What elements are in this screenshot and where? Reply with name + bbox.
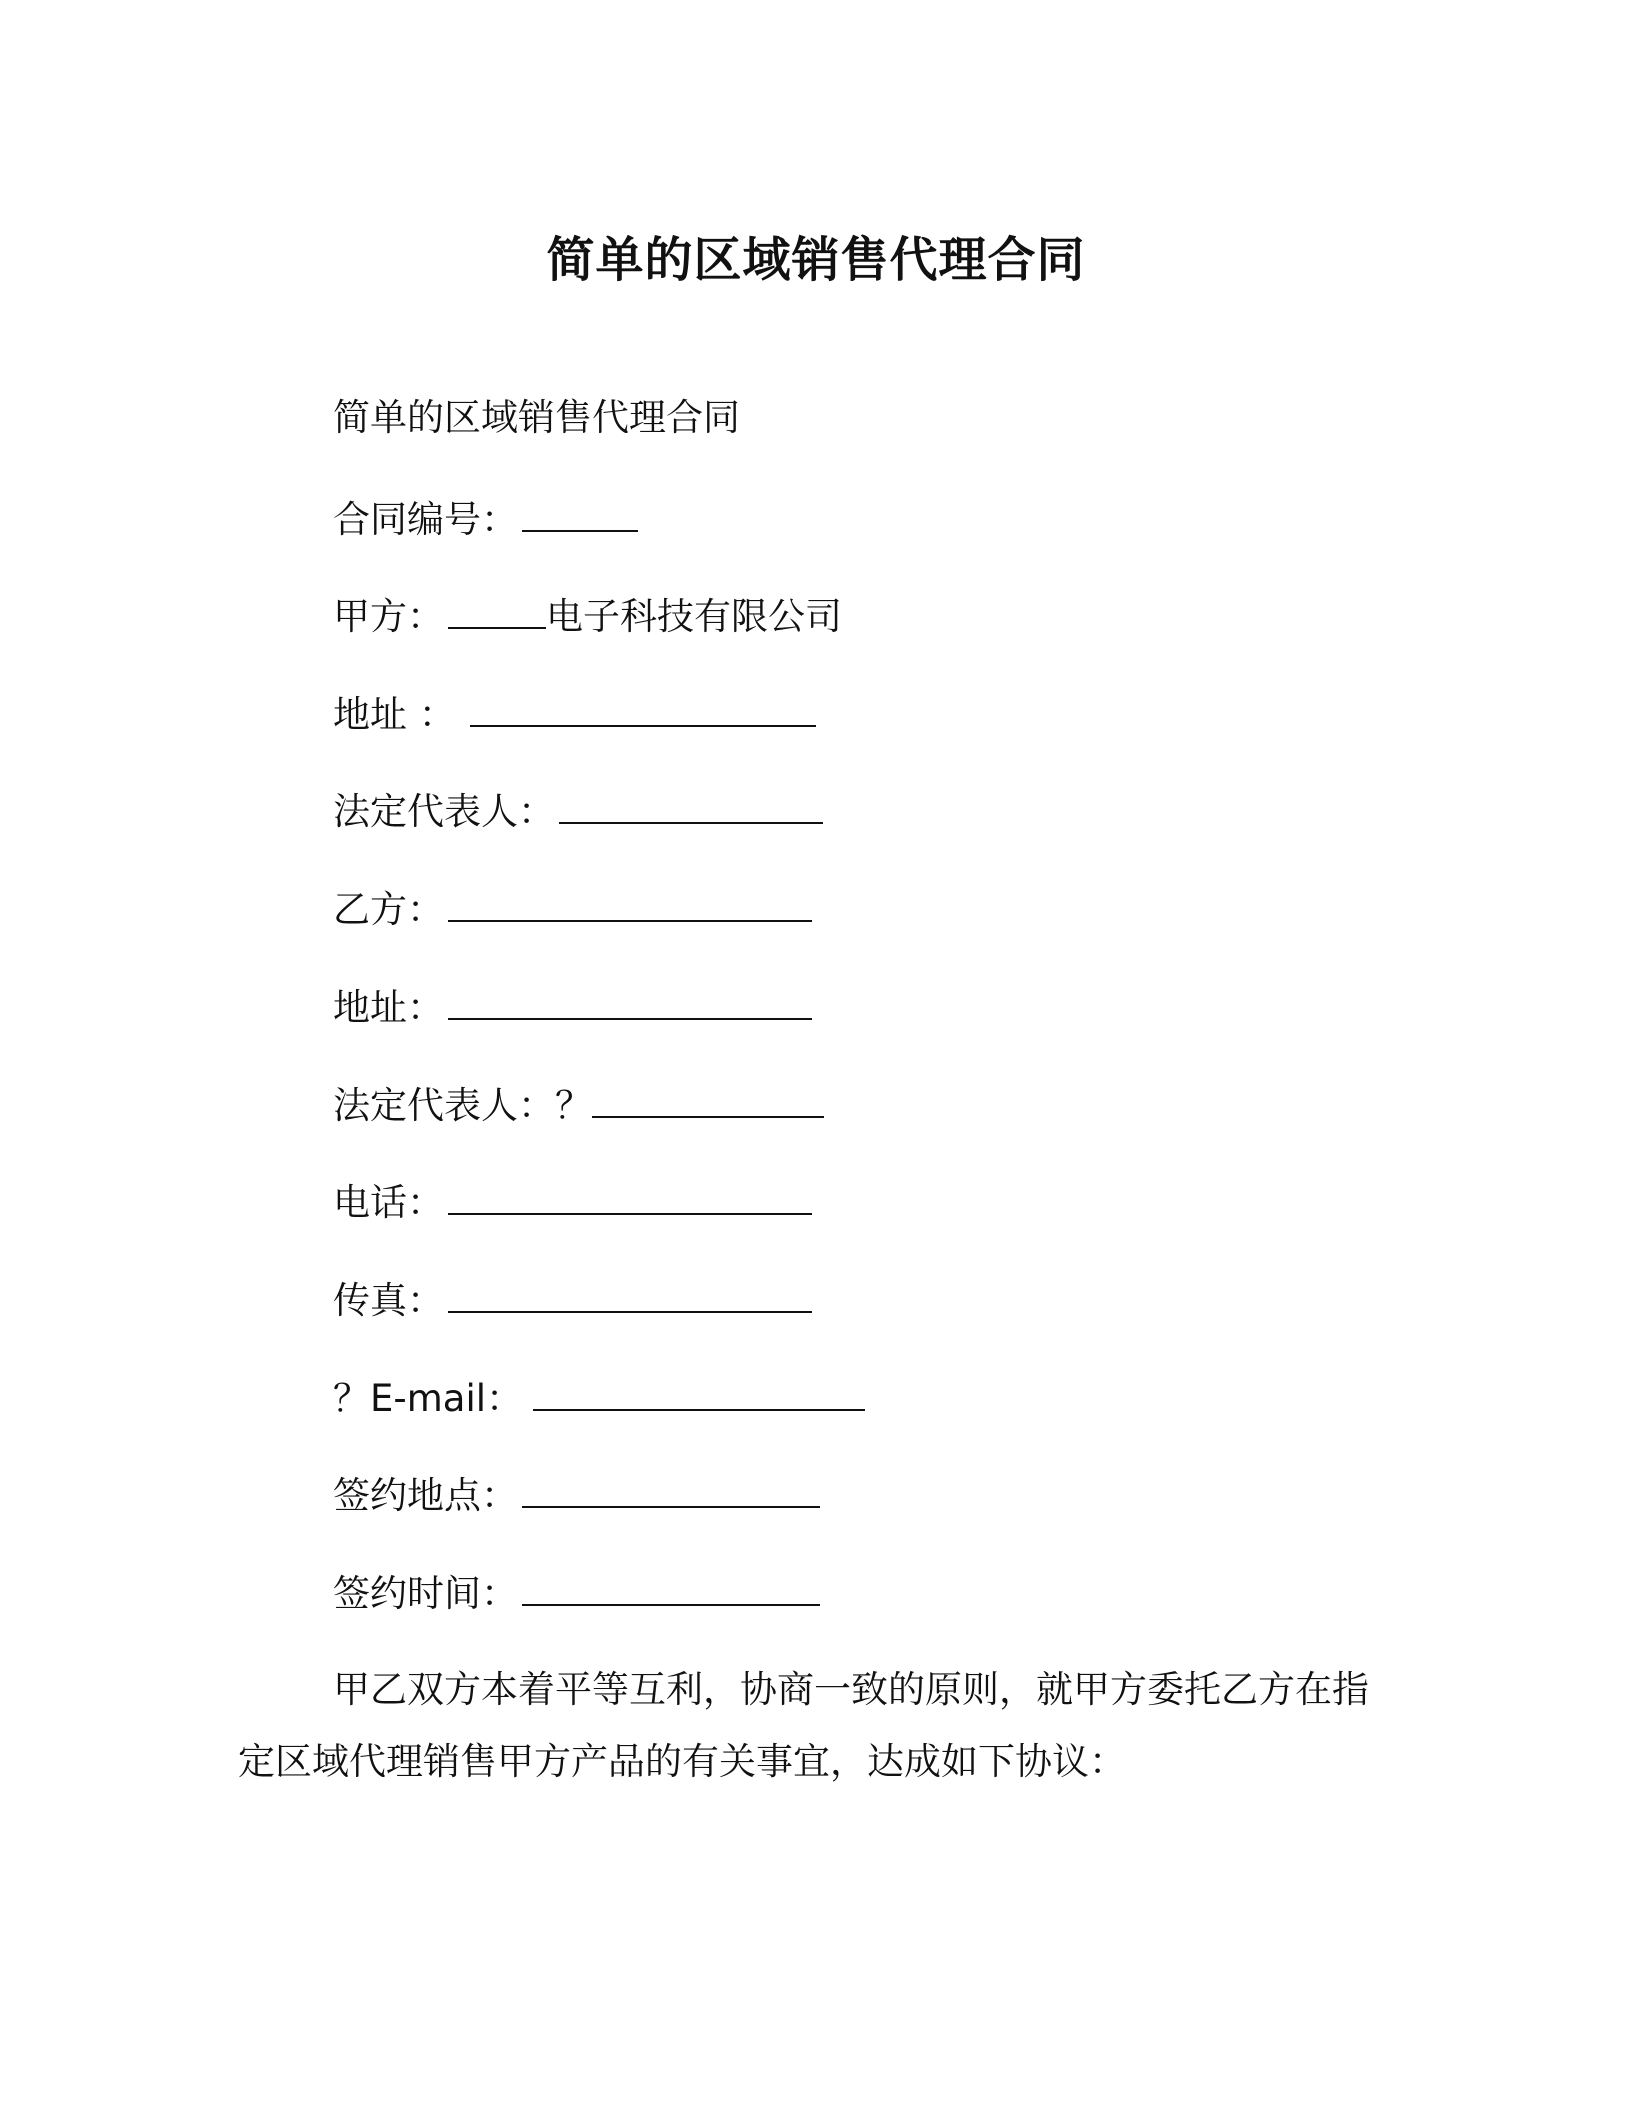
blank-line	[448, 1271, 812, 1313]
blank-line	[448, 880, 812, 922]
field-label: 电话：	[333, 1181, 444, 1224]
field-label: 法定代表人：	[333, 790, 555, 833]
blank-line	[522, 1466, 820, 1508]
field-party-a	[333, 587, 842, 639]
field-phone	[333, 1173, 812, 1225]
field-label: 地址 ：	[333, 693, 456, 736]
field-label: 地址：	[333, 986, 444, 1029]
paragraph-line: 甲乙双方本着平等互利，协商一致的原则，就甲方委托乙方在指	[333, 1668, 1369, 1711]
blank-line	[592, 1076, 824, 1118]
field-party-b	[333, 880, 812, 932]
field-label: 法定代表人：？	[333, 1084, 592, 1127]
field-label: 签约地点：	[333, 1474, 518, 1517]
blank-line	[448, 978, 812, 1020]
field-contract-number	[333, 490, 638, 542]
field-legal-rep-b	[333, 1076, 824, 1128]
blank-line	[559, 782, 823, 824]
field-signing-date	[333, 1564, 820, 1616]
blank-line	[470, 685, 816, 727]
blank-line	[522, 490, 638, 532]
field-address-a	[333, 685, 816, 737]
field-label: ？E-mail：	[333, 1377, 524, 1420]
field-email	[333, 1369, 865, 1421]
field-label: 合同编号：	[333, 498, 518, 541]
blank-line	[522, 1564, 820, 1606]
subtitle-text: 简单的区域销售代理合同	[333, 396, 740, 439]
preamble-paragraph	[238, 1654, 1398, 1798]
field-signing-place	[333, 1466, 820, 1518]
field-label: 签约时间：	[333, 1572, 518, 1615]
field-fax	[333, 1271, 812, 1323]
blank-line	[448, 587, 546, 629]
blank-line	[448, 1173, 812, 1215]
field-label: 甲方：	[333, 595, 444, 638]
contract-subtitle	[333, 392, 740, 444]
field-address-b	[333, 978, 812, 1030]
blank-line	[533, 1369, 865, 1411]
field-legal-rep-a	[333, 782, 823, 834]
field-label: 传真：	[333, 1279, 444, 1322]
document-title: 简单的区域销售代理合同	[546, 232, 1086, 288]
paragraph-line: 定区域代理销售甲方产品的有关事宜，达成如下协议：	[238, 1740, 1126, 1783]
party-a-company: 电子科技有限公司	[546, 595, 842, 638]
field-label: 乙方：	[333, 888, 444, 931]
